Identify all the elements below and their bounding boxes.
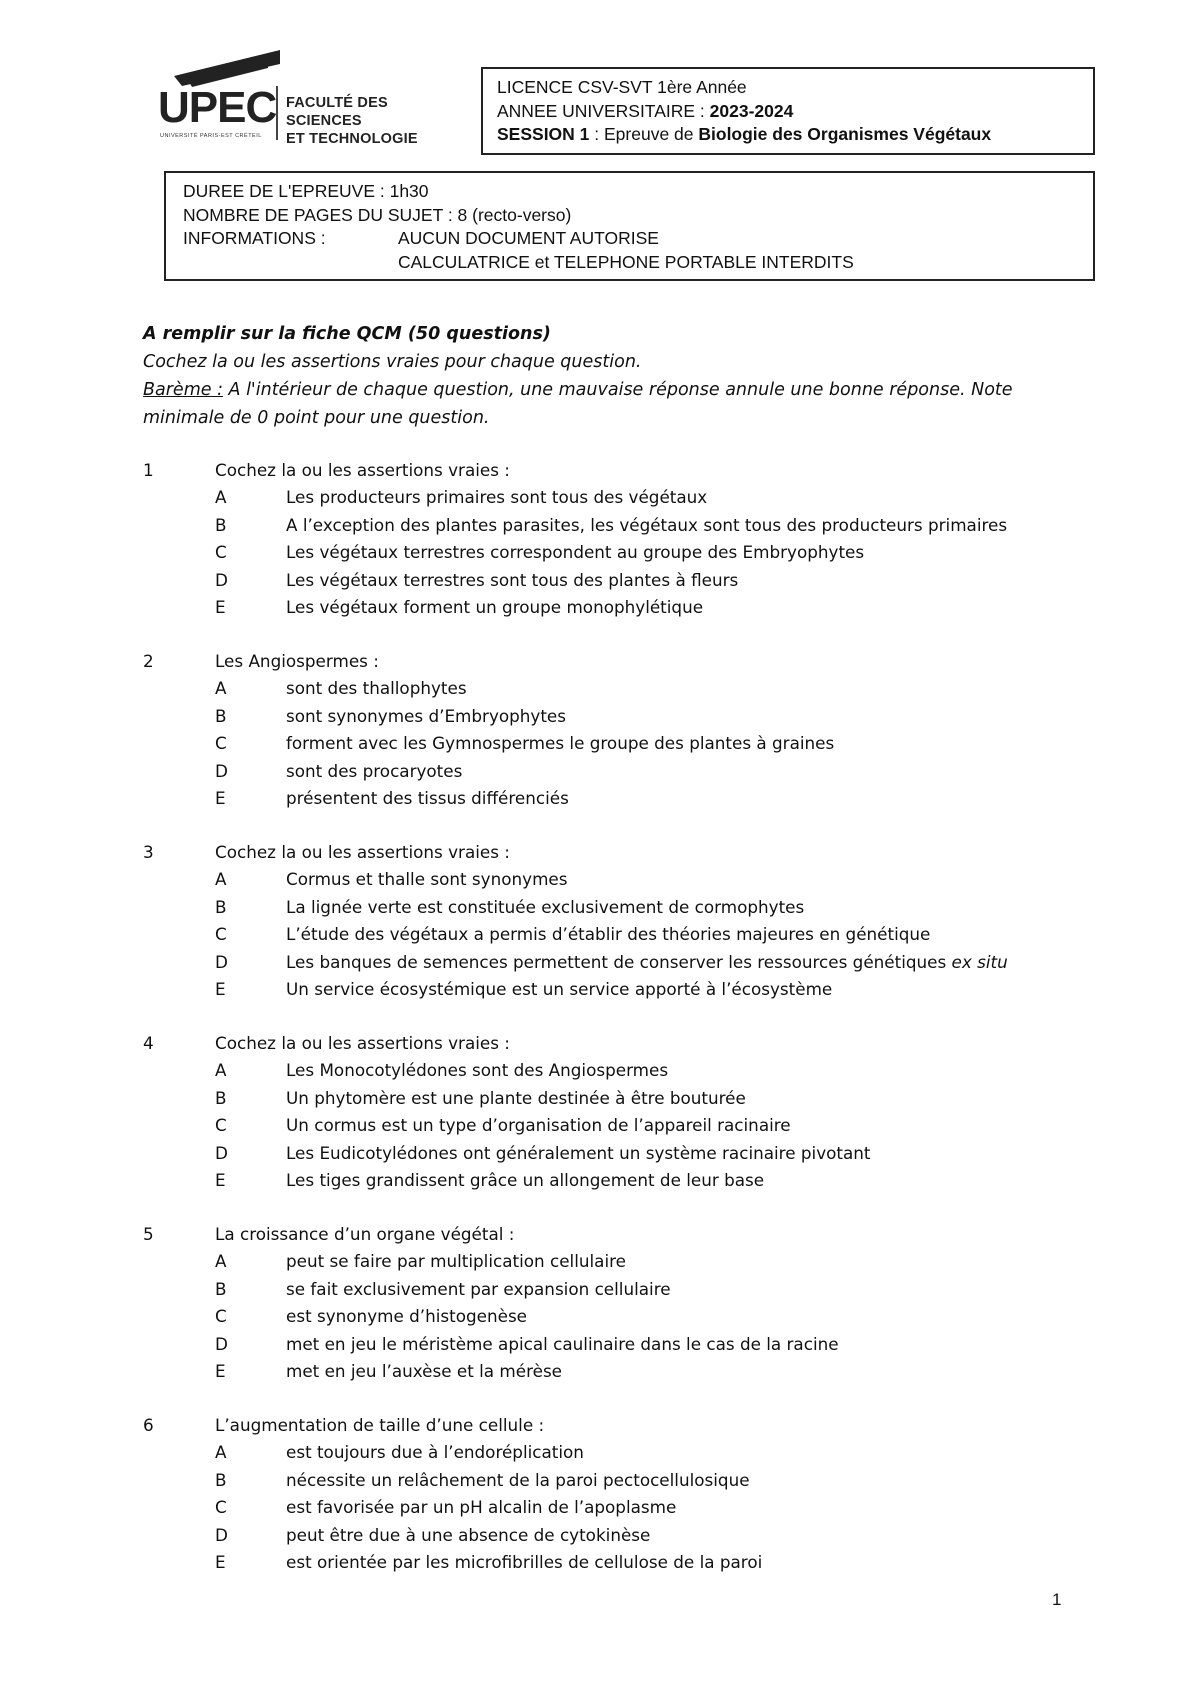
option-letter: E [215, 1552, 226, 1573]
option-text-main: Les banques de semences permettent de conserver les ressources génétiques [286, 951, 952, 972]
option-row [143, 1549, 1103, 1577]
option-row [143, 893, 1103, 921]
option-text-main: La lignée verte est constituée exclusivement de cormophytes [286, 896, 805, 917]
option-letter: B [215, 514, 227, 535]
option-letter: D [215, 951, 228, 972]
option-text [286, 924, 930, 944]
question-text: Les Angiospermes : [215, 650, 379, 671]
option-text-main: Un phytomère est une plante destinée à être bouturée [286, 1087, 746, 1108]
option-text [286, 1306, 527, 1326]
faculty-line1: FACULTÉ DES SCIENCES [286, 95, 388, 129]
option-letter: D [215, 760, 228, 781]
option-text-main: Les végétaux forment un groupe monophylétique [286, 597, 704, 618]
option-row [143, 1084, 1103, 1112]
exam-info-line1 [183, 227, 1076, 251]
option-text-main: est toujours due à l’endoréplication [286, 1442, 584, 1463]
question-1 [143, 456, 1103, 621]
question-number: 1 [143, 459, 154, 480]
option-text [286, 542, 864, 562]
option-text-main: L’étude des végétaux a permis d’établir des théories majeures en génétique [286, 924, 931, 945]
option-row [143, 1139, 1103, 1167]
option-letter: B [215, 896, 227, 917]
option-text-main: Les végétaux terrestres correspondent au groupe des Embryophytes [286, 542, 865, 563]
option-text-main: est synonyme d’histogenèse [286, 1306, 528, 1327]
option-letter: B [215, 1469, 227, 1490]
question-number: 3 [143, 841, 154, 862]
option-row [143, 702, 1103, 730]
option-letter: E [215, 1361, 226, 1382]
option-row [143, 1248, 1103, 1276]
option-text [286, 1361, 562, 1381]
question-header [143, 456, 1103, 484]
option-row [143, 976, 1103, 1004]
option-text [286, 897, 804, 917]
option-row [143, 921, 1103, 949]
option-text-main: met en jeu le méristème apical caulinaire dans le cas de la racine [286, 1333, 839, 1354]
question-text: Cochez la ou les assertions vraies : [215, 841, 510, 862]
option-text [286, 979, 832, 999]
option-letter: E [215, 979, 226, 1000]
course-header-box [481, 67, 1095, 155]
option-row [143, 1057, 1103, 1085]
logo-divider [276, 86, 278, 140]
logo-university: UNIVERSITÉ PARIS-EST CRÉTEIL [160, 133, 262, 139]
option-letter: A [215, 678, 227, 699]
option-text [286, 570, 738, 590]
exam-info-no-devices: CALCULATRICE et TELEPHONE PORTABLE INTERDITS [398, 251, 854, 272]
option-row [143, 1112, 1103, 1140]
option-row [143, 594, 1103, 622]
question-text: La croissance d’un organe végétal : [215, 1223, 515, 1244]
academic-year [497, 100, 1079, 124]
option-text-main: Les végétaux terrestres sont tous des plantes à fleurs [286, 569, 739, 590]
bareme-text: A l'intérieur de chaque question, une mauvaise réponse annule une bonne réponse. Note minimale de 0 point pour une question. [143, 380, 1013, 428]
option-text [286, 1334, 839, 1354]
question-text: Cochez la ou les assertions vraies : [215, 459, 510, 480]
option-text [286, 1115, 791, 1135]
option-text-main: forment avec les Gymnospermes le groupe des plantes à graines [286, 733, 835, 754]
option-text [286, 706, 566, 726]
option-letter: C [215, 1115, 227, 1136]
option-text [286, 1279, 671, 1299]
option-row [143, 757, 1103, 785]
option-text-main: Les Monocotylédones sont des Angiospermes [286, 1060, 669, 1081]
option-row [143, 1439, 1103, 1467]
option-row [143, 1521, 1103, 1549]
question-header [143, 1029, 1103, 1057]
option-letter: C [215, 924, 227, 945]
option-text [286, 1470, 750, 1490]
option-text-italic: ex situ [951, 951, 1008, 972]
session-line [497, 123, 1079, 147]
question-2 [143, 647, 1103, 812]
logo-faculty [286, 94, 458, 148]
option-text-main: Un cormus est un type d’organisation de l’appareil racinaire [286, 1115, 791, 1136]
question-6 [143, 1411, 1103, 1576]
option-text [286, 1170, 764, 1190]
option-letter: C [215, 1497, 227, 1518]
course-level: LICENCE CSV-SVT 1ère Année [497, 77, 747, 97]
option-row [143, 675, 1103, 703]
option-text [286, 869, 568, 889]
option-letter: C [215, 733, 227, 754]
option-text-main: nécessite un relâchement de la paroi pectocellulosique [286, 1469, 750, 1490]
exam-info-label: INFORMATIONS : [183, 228, 326, 248]
question-header [143, 838, 1103, 866]
question-list [143, 456, 1103, 1602]
option-text [286, 1143, 870, 1163]
logo-brand: UPEC [158, 83, 277, 132]
question-header [143, 1220, 1103, 1248]
option-row [143, 539, 1103, 567]
option-text-main: Les Eudicotylédones ont généralement un système racinaire pivotant [286, 1142, 871, 1163]
option-row [143, 1466, 1103, 1494]
option-text [286, 1525, 650, 1545]
option-letter: B [215, 1087, 227, 1108]
question-3 [143, 838, 1103, 1003]
option-text [286, 1088, 746, 1108]
option-letter: A [215, 869, 227, 890]
option-text-main: Les producteurs primaires sont tous des végétaux [286, 487, 708, 508]
option-text-main: est favorisée par un pH alcalin de l’apoplasme [286, 1497, 677, 1518]
option-text-main: sont des thallophytes [286, 678, 467, 699]
option-letter: D [215, 1142, 228, 1163]
option-letter: A [215, 1251, 227, 1272]
option-text-main: Cormus et thalle sont synonymes [286, 869, 568, 890]
upec-logo [158, 50, 458, 147]
question-text: L’augmentation de taille d’une cellule : [215, 1414, 545, 1435]
option-text [286, 1060, 668, 1080]
question-number: 6 [143, 1414, 154, 1435]
bareme-label: Barème : [143, 380, 223, 400]
question-text: Cochez la ou les assertions vraies : [215, 1032, 510, 1053]
exam-duration: DUREE DE L'EPREUVE : 1h30 [183, 181, 429, 201]
instructions-text: Cochez la ou les assertions vraies pour chaque question. [143, 352, 642, 372]
option-row [143, 484, 1103, 512]
option-row [143, 866, 1103, 894]
exam-subject: Biologie des Organismes Végétaux [698, 124, 992, 144]
option-text [286, 761, 462, 781]
option-row [143, 1358, 1103, 1386]
question-number: 2 [143, 650, 154, 671]
instructions [143, 320, 1073, 432]
option-letter: E [215, 788, 226, 809]
option-letter: A [215, 487, 227, 508]
option-letter: D [215, 1524, 228, 1545]
option-letter: D [215, 1333, 228, 1354]
question-header [143, 1411, 1103, 1439]
option-text [286, 678, 467, 698]
option-text-main: sont synonymes d’Embryophytes [286, 705, 567, 726]
option-row [143, 1494, 1103, 1522]
exam-info-no-docs: AUCUN DOCUMENT AUTORISE [398, 228, 659, 248]
option-row [143, 566, 1103, 594]
option-text-main: Un service écosystémique est un service apporté à l’écosystème [286, 979, 833, 1000]
option-text-main: Les tiges grandissent grâce un allongement de leur base [286, 1170, 765, 1191]
question-5 [143, 1220, 1103, 1385]
option-row [143, 1330, 1103, 1358]
question-4 [143, 1029, 1103, 1194]
option-text-main: sont des procaryotes [286, 760, 463, 781]
option-letter: A [215, 1442, 227, 1463]
option-letter: C [215, 1306, 227, 1327]
option-text [286, 952, 1008, 972]
instructions-title: A remplir sur la fiche QCM (50 questions) [143, 324, 551, 344]
option-row [143, 948, 1103, 976]
question-number: 4 [143, 1032, 154, 1053]
exam-pages: NOMBRE DE PAGES DU SUJET : 8 (recto-verso) [183, 204, 572, 225]
option-text-main: se fait exclusivement par expansion cellulaire [286, 1278, 671, 1299]
option-row [143, 785, 1103, 813]
option-letter: E [215, 597, 226, 618]
option-letter: B [215, 1278, 227, 1299]
option-letter: A [215, 1060, 227, 1081]
option-letter: C [215, 542, 227, 563]
option-text [286, 1497, 676, 1517]
option-row [143, 1275, 1103, 1303]
option-text [286, 487, 707, 507]
option-text [286, 515, 1007, 535]
option-text-main: est orientée par les microfibrilles de cellulose de la paroi [286, 1552, 763, 1573]
option-text [286, 788, 569, 808]
option-text-main: A l’exception des plantes parasites, les végétaux sont tous des producteurs primaires [286, 514, 1008, 535]
exam-info-box [164, 171, 1095, 281]
session-mid: : Epreuve de [589, 124, 699, 144]
question-header [143, 647, 1103, 675]
exam-info-line2 [183, 251, 1076, 275]
bareme [143, 376, 1073, 432]
option-letter: D [215, 569, 228, 590]
option-text-main: peut se faire par multiplication cellulaire [286, 1251, 626, 1272]
option-letter: B [215, 705, 227, 726]
option-letter: E [215, 1170, 226, 1191]
option-text [286, 597, 703, 617]
page-number: 1 [1052, 1590, 1062, 1609]
question-number: 5 [143, 1223, 154, 1244]
option-row [143, 730, 1103, 758]
option-row [143, 1167, 1103, 1195]
option-text [286, 1552, 762, 1572]
option-row [143, 1303, 1103, 1331]
option-text-main: peut être due à une absence de cytokinèse [286, 1524, 651, 1545]
option-text [286, 1251, 626, 1271]
session-label: SESSION 1 [497, 124, 590, 144]
academic-year-label: ANNEE UNIVERSITAIRE : [497, 100, 710, 121]
option-text [286, 733, 834, 753]
faculty-line2: ET TECHNOLOGIE [286, 131, 418, 147]
option-text [286, 1442, 584, 1462]
option-text-main: met en jeu l’auxèse et la mérèse [286, 1361, 563, 1382]
option-row [143, 511, 1103, 539]
academic-year-value: 2023-2024 [709, 100, 794, 121]
option-text-main: présentent des tissus différenciés [286, 788, 569, 809]
